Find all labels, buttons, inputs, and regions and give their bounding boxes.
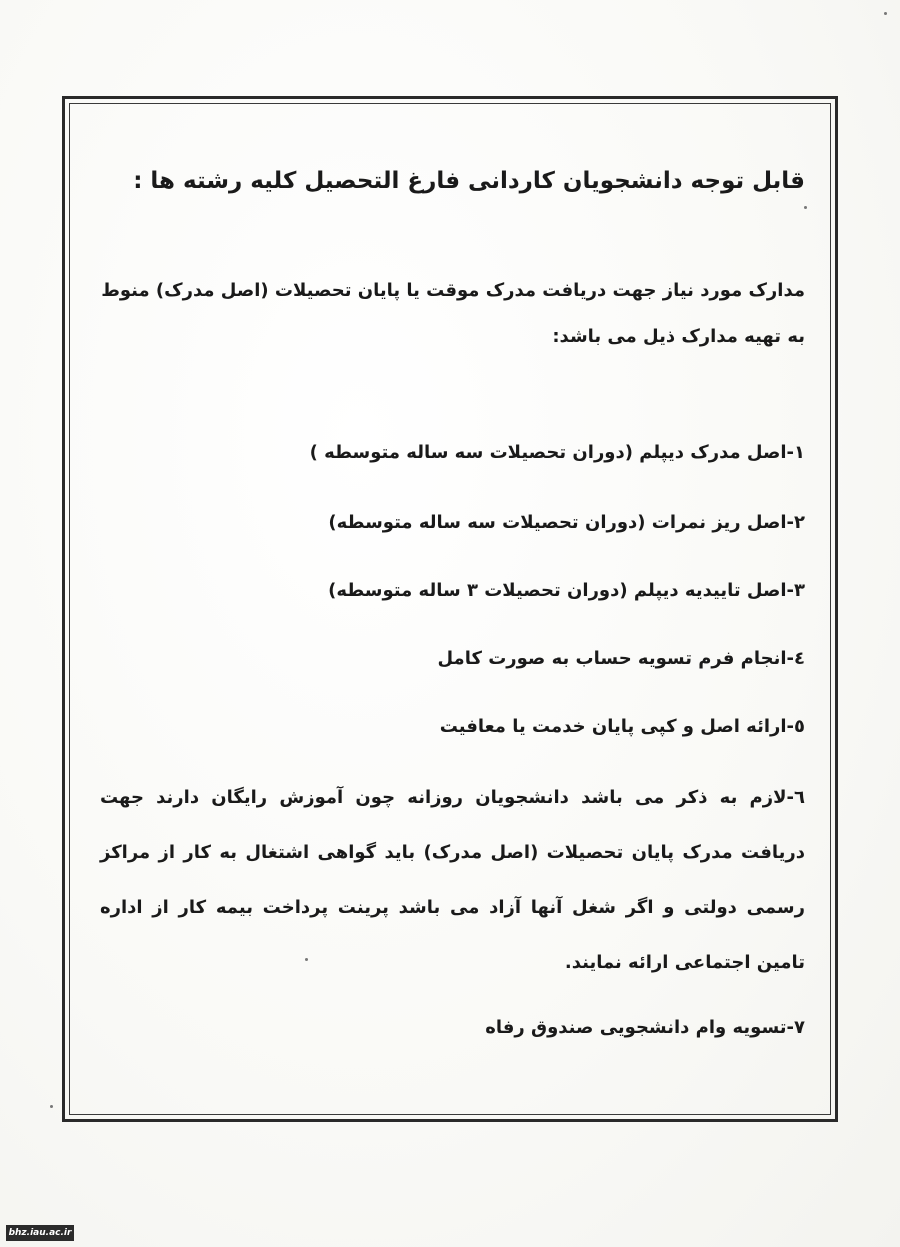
scan-speck [305,958,308,961]
scan-speck [50,1105,53,1108]
list-item-5: ٥-ارائه اصل و کپی پایان خدمت یا معافیت [439,716,805,737]
list-item-7: ۷-تسویه وام دانشجویی صندوق رفاه [485,1017,805,1038]
list-item-1: ۱-اصل مدرک دیپلم (دوران تحصیلات سه ساله متوسطه ) [309,442,805,463]
site-watermark: bhz.iau.ac.ir [6,1225,74,1241]
list-item-4: ٤-انجام فرم تسویه حساب به صورت کامل [437,648,805,669]
document-intro: مدارک مورد نیاز جهت دریافت مدرک موقت یا پایان تحصیلات (اصل مدرک) منوط به تهیه مدارک ذیل می باشد: [101,280,805,347]
scan-speck [804,206,807,209]
scan-speck [884,12,887,15]
list-item-2: ۲-اصل ریز نمرات (دوران تحصیلات سه ساله متوسطه) [328,512,805,533]
document-title: قابل توجه دانشجویان کاردانی فارغ التحصیل کلیه رشته ها : [133,168,805,194]
list-item-3: ۳-اصل تاییدیه دیپلم (دوران تحصیلات ۳ ساله متوسطه) [328,580,805,601]
list-item-6: ٦-لازم به ذکر می باشد دانشجویان روزانه چون آموزش رایگان دارند جهت دریافت مدرک پایان تحصیلات (اصل مدرک) باید گواهی اشتغال به کار از مراکز رسمی دولتی و اگر شغل آنها آزاد می باشد پرینت پرداخت بیمه کار از اداره تامین اجتماعی ارائه نمایند. [100,787,805,973]
